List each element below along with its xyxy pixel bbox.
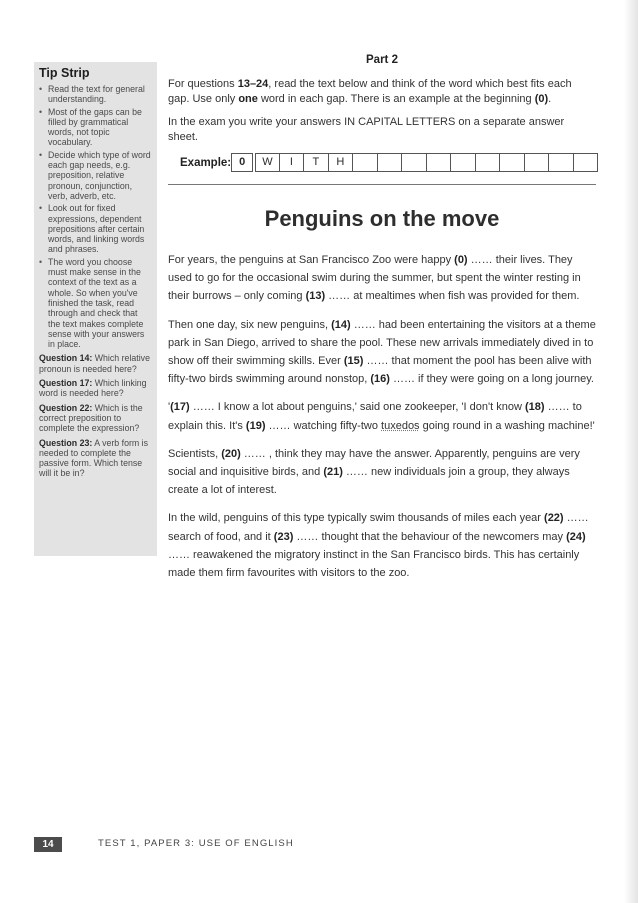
gap-number: (0) (454, 254, 468, 266)
example-gap-ref: (0) (534, 92, 549, 105)
letter-box (549, 153, 574, 172)
paragraph-text: …… thought that the behaviour of the newcomers may (293, 530, 567, 543)
letter-box (451, 153, 476, 172)
question-tip-label: Question 14: (39, 353, 93, 364)
letter-box (378, 153, 403, 172)
tip-item: • Most of the gaps can be filled by grammatical words, not topic vocabulary. (39, 107, 151, 148)
gap-number: (20) (221, 447, 241, 460)
instructions-text: For questions (168, 78, 238, 90)
page-edge-shadow (624, 0, 638, 903)
question-tip-label: Question 17: (39, 378, 93, 389)
tip-item: • Look out for fixed expressions, dependent prepositions after certain words, and linking words and phrases. (39, 203, 151, 254)
gap-number: (15) (343, 355, 364, 368)
instructions (168, 77, 596, 106)
paragraph-text: Then one day, six new penguins, (168, 318, 332, 331)
gap-number: (13) (305, 290, 326, 303)
part-heading: Part 2 (366, 54, 398, 66)
paragraph-text: …… at mealtimes when fish was provided for them. (325, 290, 580, 303)
gap-number: (18) (524, 401, 545, 414)
gap-number: (23) (273, 530, 294, 543)
question-tip-text: Which is the correct preposition to complete the expression? (39, 402, 143, 434)
paragraph-text: ' (168, 401, 171, 414)
question-tip-label: Question 23: (39, 437, 93, 448)
gap-number: (19) (245, 419, 266, 432)
paragraph-text: …… their lives. They used to go for the occasional swim during the summer, but spent the winter resting in their burrows – only coming (168, 254, 581, 303)
paragraph-text: …… watching fifty-two (265, 419, 382, 432)
exam-instruction: In the exam you write your answers IN CAPITAL LETTERS on a separate answer sheet. (168, 116, 565, 143)
letter-box (500, 153, 525, 172)
letter-box (353, 153, 378, 172)
gap-number: (16) (370, 373, 390, 386)
gap-number: (24) (566, 530, 586, 543)
glossary-word: tuxedos (381, 419, 420, 432)
paragraph-4 (168, 445, 596, 500)
emphasis-one: one (238, 92, 258, 105)
section-divider (168, 184, 596, 185)
paragraph-text: …… I know a lot about penguins,' said one zookeeper, 'I don't know (189, 401, 525, 414)
letter-box: I (280, 153, 305, 172)
instructions-text: . (548, 92, 552, 105)
letter-box (402, 153, 427, 172)
paragraph-2 (168, 316, 596, 389)
letter-box: H (329, 153, 354, 172)
paragraph-text: …… , think they may have the answer. Apparently, penguins are very social and inquisitive birds, and (168, 447, 580, 479)
paragraph-text: …… that moment the pool has been alive with fifty-two birds swimming around nonstop, (168, 355, 592, 386)
example-label: Example: (180, 156, 232, 169)
question-tip (39, 353, 151, 374)
paragraph-text: …… reawakened the migratory instinct in the San Francisco birds. This has certainly made them firm favourites with visitors to the zoo. (168, 548, 580, 580)
paragraph-text: …… search of food, and it (168, 512, 589, 543)
paragraph-text: Scientists, (168, 447, 222, 460)
main-content (168, 54, 596, 592)
letter-box (574, 153, 599, 172)
example-answer-grid (231, 153, 598, 172)
question-tip-text: Which linking word is needed here? (39, 378, 147, 399)
question-tip-text: Which relative pronoun is needed here? (39, 353, 150, 374)
page-number: 14 (34, 837, 62, 852)
tip-strip-title: Tip Strip (39, 66, 90, 80)
letter-box (525, 153, 550, 172)
question-range: 13–24 (237, 78, 269, 90)
paragraph-text: …… to explain this. It's (168, 401, 582, 432)
tip-list (39, 84, 151, 349)
paragraph-text: For years, the penguins at San Francisco Zoo were happy (168, 254, 455, 266)
question-tip (39, 438, 151, 479)
gap-number: (21) (323, 466, 343, 479)
paragraph-1 (168, 251, 596, 306)
tip-strip-sidebar (34, 62, 157, 556)
example-row (180, 153, 596, 172)
running-title: TEST 1, PAPER 3: USE OF ENGLISH (98, 838, 294, 849)
text-title: Penguins on the move (264, 206, 500, 231)
gap-number: (14) (331, 318, 351, 331)
paragraph-text: …… had been entertaining the visitors at a theme park in San Diego, arrived to share the pool. These new arrivals immediately dived in to show off their swimming skills. Ever (168, 318, 596, 368)
paragraph-text: …… new individuals join a group, they always create a lot of interest. (168, 466, 570, 497)
paragraph-5 (168, 509, 596, 582)
paragraph-text: going round in a washing machine!' (419, 419, 595, 432)
instructions-text: , read the text below and think of the word which best fits each gap. Use only (168, 78, 572, 105)
question-tip-text: A verb form is needed to complete the passive form. Which tense will it be in? (39, 437, 149, 479)
letter-box (427, 153, 452, 172)
letter-box: T (304, 153, 329, 172)
gap-number: (22) (544, 512, 564, 525)
tip-item: • The word you choose must make sense in the context of the text as a whole. So when you've finished the task, read through and check that the text makes complete sense with your answers in place. (39, 257, 151, 350)
paragraph-text: …… if they were going on a long journey. (389, 373, 594, 386)
question-tip (39, 378, 151, 399)
paragraph-text: In the wild, penguins of this type typically swim thousands of miles each year (168, 512, 545, 525)
gap-number: (17) (170, 401, 190, 414)
paragraph-3 (168, 398, 596, 434)
instructions-text: word in each gap. There is an example at the beginning (257, 92, 535, 105)
example-number-box: 0 (231, 153, 253, 172)
tip-item: • Decide which type of word each gap needs, e.g. preposition, relative pronoun, conjunction, verb, adverb, etc. (39, 150, 151, 201)
tip-item: • Read the text for general understanding. (39, 84, 151, 105)
question-tip (39, 403, 151, 434)
letter-box (476, 153, 501, 172)
letter-box: W (255, 153, 280, 172)
question-tip-label: Question 22: (39, 402, 93, 413)
